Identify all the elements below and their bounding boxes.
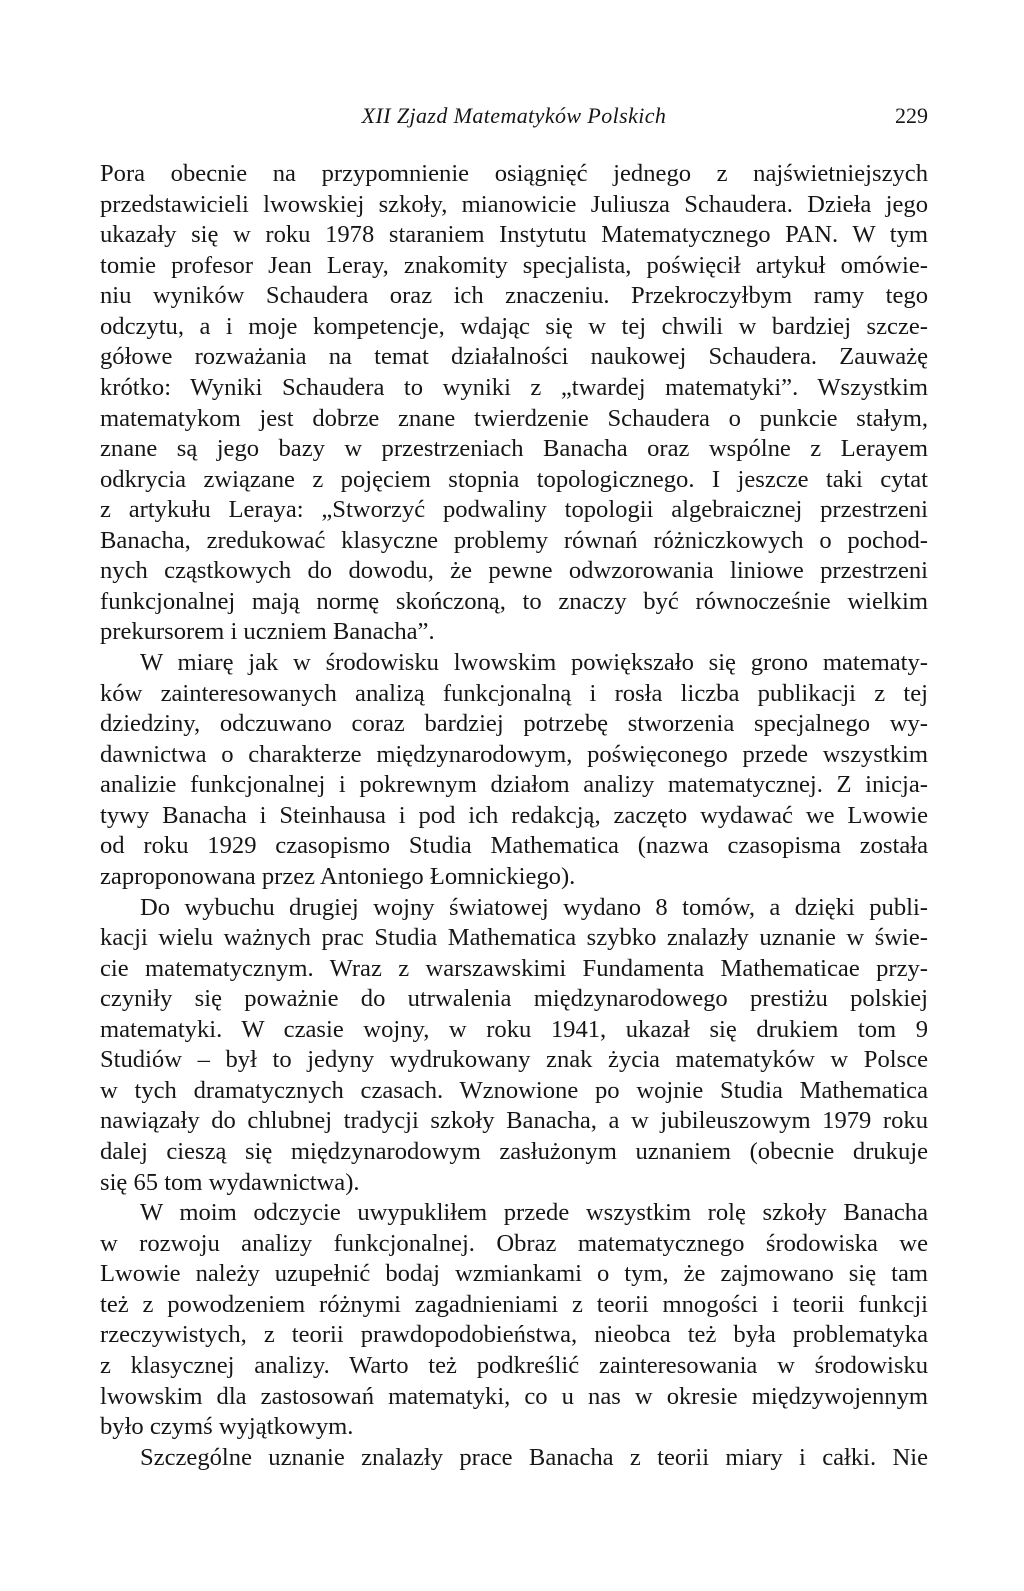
paragraph (100, 1443, 928, 1474)
text-line: zaproponowana przez Antoniego Łomnickiego). (100, 862, 576, 890)
text-line: Do wybuchu drugiej wojny światowej wydano 8 tomów, a dzięki publi- (140, 893, 928, 921)
text-line: się 65 tom wydawnictwa). (100, 1168, 360, 1196)
text-line: lwowskim dla zastosowań matematyki, co u nas w okresie międzywojennym (100, 1382, 928, 1410)
text-line: odczytu, a i moje kompetencje, wdając się w tej chwili w bardziej szcze- (100, 312, 928, 340)
text-line: w rozwoju analizy funkcjonalnej. Obraz matematycznego środowiska we (100, 1229, 928, 1257)
text-line: gółowe rozważania na temat działalności naukowej Schaudera. Zauważę (100, 343, 928, 371)
running-title: XII Zjazd Matematyków Polskich (361, 103, 667, 128)
text-line: od roku 1929 czasopismo Studia Mathematica (nazwa czasopisma została (100, 832, 928, 860)
page-number: 229 (895, 103, 928, 128)
text-line: czyniły się poważnie do utrwalenia międzynarodowego prestiżu polskiej (100, 985, 928, 1013)
text-line: nych cząstkowych do dowodu, że pewne odwzorowania liniowe przestrzeni (100, 557, 928, 585)
text-line: krótko: Wyniki Schaudera to wyniki z „twardej matematyki”. Wszystkim (100, 373, 928, 401)
text-line: z klasycznej analizy. Warto też podkreślić zainteresowania w środowisku (100, 1351, 928, 1379)
text-line: ków zainteresowanych analizą funkcjonalną i rosła liczba publikacji z tej (100, 679, 928, 707)
text-line: rzeczywistych, z teorii prawdopodobieństwa, nieobca też była problematyka (100, 1321, 928, 1349)
text-line: W miarę jak w środowisku lwowskim powiększało się grono matematy- (140, 649, 928, 676)
text-line: było czymś wyjątkowym. (100, 1413, 354, 1441)
text-line: matematyki. W czasie wojny, w roku 1941, ukazał się drukiem tom 9 (100, 1015, 928, 1043)
text-line: znane są jego bazy w przestrzeniach Banacha oraz wspólne z Lerayem (100, 435, 928, 463)
text-line: cie matematycznym. Wraz z warszawskimi Fundamenta Mathematicae przy- (100, 954, 928, 982)
text-line: dalej cieszą się międzynarodowym zasłużonym uznaniem (obecnie drukuje (100, 1138, 928, 1165)
text-line: prekursorem i uczniem Banacha”. (100, 618, 435, 646)
text-line: w tych dramatycznych czasach. Wznowione po wojnie Studia Mathematica (100, 1076, 928, 1104)
text-line: Szczególne uznanie znalazły prace Banacha z teorii miary i całki. Nie (140, 1443, 928, 1471)
text-line: odkrycia związane z pojęciem stopnia topologicznego. I jeszcze taki cytat (100, 465, 928, 493)
text-line: niu wyników Schaudera oraz ich znaczeniu. Przekroczyłbym ramy tego (100, 282, 928, 310)
text-line: ukazały się w roku 1978 staraniem Instytutu Matematycznego PAN. W tym (100, 221, 928, 249)
text-line: z artykułu Leraya: „Stworzyć podwaliny topologii algebraicznej przestrzeni (100, 496, 928, 524)
text-line: kacji wielu ważnych prac Studia Mathematica szybko znalazły uznanie w świe- (100, 924, 928, 952)
text-line: przedstawicieli lwowskiej szkoły, mianowicie Juliusza Schaudera. Dzieła jego (100, 190, 928, 218)
text-line: W moim odczycie uwypukliłem przede wszystkim rolę szkoły Banacha (140, 1199, 928, 1227)
text-line: Pora obecnie na przypomnienie osiągnięć jednego z najświetniejszych (100, 160, 928, 187)
text-line: nawiązały do chlubnej tradycji szkoły Banacha, a w jubileuszowym 1979 roku (100, 1107, 928, 1135)
text-line: Studiów – był to jedyny wydrukowany znak życia matematyków w Polsce (100, 1046, 928, 1074)
paragraph (100, 1198, 928, 1443)
text-line: matematykom jest dobrze znane twierdzenie Schaudera o punkcie stałym, (100, 404, 928, 432)
text-line: tywy Banacha i Steinhausa i pod ich redakcją, zaczęto wydawać we Lwowie (100, 801, 928, 829)
body-text (100, 159, 928, 1473)
text-line: dziedziny, odczuwano coraz bardziej potrzebę stworzenia specjalnego wy- (100, 710, 928, 738)
text-line: funkcjonalnej mają normę skończoną, to znaczy być równocześnie wielkim (100, 587, 928, 615)
paragraph (100, 893, 928, 1199)
text-line: też z powodzeniem różnymi zagadnieniami z teorii mnogości i teorii funkcji (100, 1290, 928, 1318)
running-head (100, 101, 928, 131)
text-line: dawnictwa o charakterze międzynarodowym, poświęconego przede wszystkim (100, 740, 928, 768)
text-line: tomie profesor Jean Leray, znakomity specjalista, poświęcił artykuł omówie- (100, 251, 928, 279)
text-line: Banacha, zredukować klasyczne problemy równań różniczkowych o pochod- (100, 526, 928, 554)
text-line: analizie funkcjonalnej i pokrewnym działom analizy matematycznej. Z inicja- (100, 771, 928, 799)
paragraph (100, 648, 928, 893)
text-line: Lwowie należy uzupełnić bodaj wzmiankami o tym, że zajmowano się tam (100, 1260, 928, 1288)
paragraph (100, 159, 928, 648)
